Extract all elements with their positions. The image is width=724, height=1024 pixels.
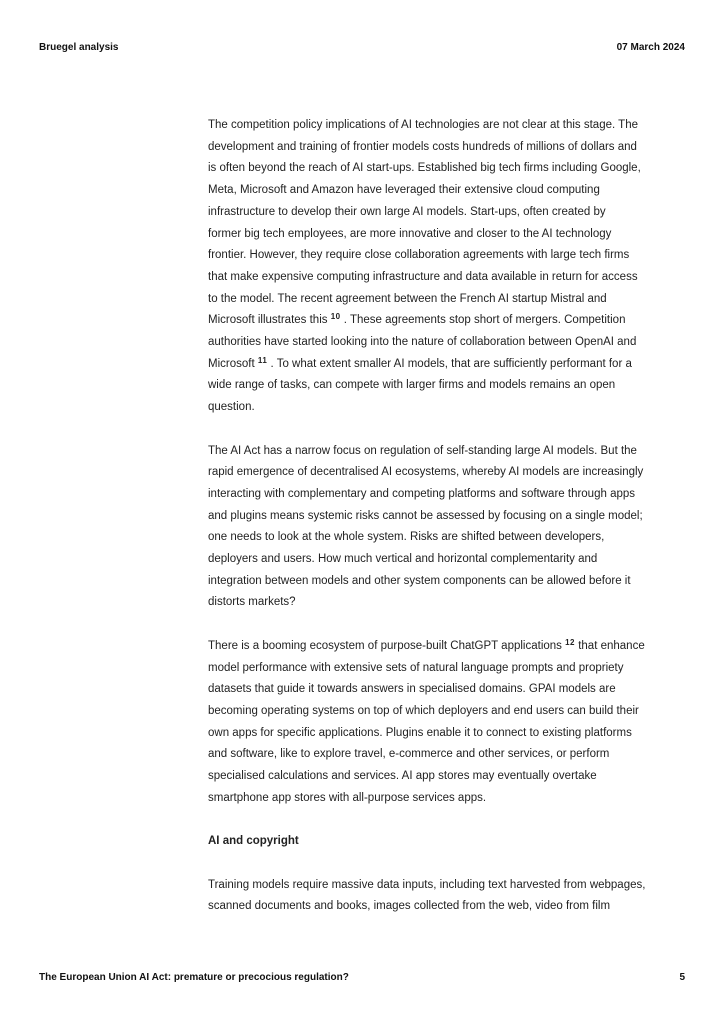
text-segment: Microsoft (208, 357, 258, 370)
text-line (208, 180, 688, 202)
text-segment: specialised calculations and services. AI app stores may eventually overtake (208, 770, 597, 783)
text-segment: question. (208, 401, 255, 414)
text-line (208, 636, 688, 658)
text-segment: to the model. The recent agreement between the French AI startup Mistral and (208, 292, 607, 305)
text-line (208, 766, 688, 788)
text-line (208, 658, 688, 680)
footnote-ref[interactable]: 11 (257, 355, 268, 365)
text-line (208, 332, 688, 354)
text-segment: model performance with extensive sets of natural language prompts and propriety (208, 661, 624, 674)
text-segment: and plugins means systemic risks cannot be assessed by focusing on a single model; (208, 509, 643, 522)
text-segment: rapid emergence of decentralised AI ecosystems, whereby AI models are increasingly (208, 466, 644, 479)
text-segment: own apps for specific applications. Plugins enable it to connect to existing platforms (208, 726, 632, 739)
text-line (208, 679, 688, 701)
text-line (208, 267, 688, 289)
footnote-ref[interactable]: 10 (330, 312, 341, 322)
document-title: The European Union AI Act: premature or precocious regulation? (39, 972, 349, 983)
text-segment: . To what extent smaller AI models, that are sufficiently performant for a (267, 357, 632, 370)
text-segment: scanned documents and books, images collected from the web, video from film (208, 900, 611, 913)
text-line (208, 115, 688, 137)
text-line (208, 137, 688, 159)
text-line (208, 723, 688, 745)
page-number: 5 (679, 972, 685, 983)
text-segment: that make expensive computing infrastructure and data available in return for access (208, 270, 638, 283)
text-line (208, 788, 688, 810)
text-segment: that enhance (575, 639, 645, 652)
text-line (208, 701, 688, 723)
text-line (208, 158, 688, 180)
text-line (208, 245, 688, 267)
text-segment: and software, like to explore travel, e-commerce and other services, or perform (208, 748, 610, 761)
text-segment: integration between models and other system components can be allowed before it (208, 574, 631, 587)
text-line (208, 224, 688, 246)
text-line (208, 354, 688, 376)
paragraph (208, 115, 688, 419)
text-line (208, 571, 688, 593)
body-text (208, 115, 688, 940)
page-footer (39, 972, 685, 983)
page-header (39, 42, 685, 53)
text-line (208, 462, 688, 484)
text-segment: is often beyond the reach of AI start-ups. Established big tech firms including Google, (208, 162, 641, 175)
text-line (208, 592, 688, 614)
text-line (208, 202, 688, 224)
footnote-ref[interactable]: 12 (565, 637, 576, 647)
text-line (208, 375, 688, 397)
text-line (208, 896, 688, 918)
section-heading: AI and copyright (208, 835, 299, 848)
text-segment: smartphone app stores with all-purpose services apps. (208, 791, 487, 804)
text-line (208, 310, 688, 332)
text-line (208, 875, 688, 897)
text-segment: infrastructure to develop their own large AI models. Start-ups, often created by (208, 205, 606, 218)
text-segment: datasets that guide it towards answers in specialised domains. GPAI models are (208, 683, 616, 696)
text-segment: . These agreements stop short of mergers. Competition (340, 314, 626, 327)
text-segment: frontier. However, they require close collaboration agreements with large tech firms (208, 249, 630, 262)
text-segment: distorts markets? (208, 596, 296, 609)
text-segment: interacting with complementary and competing platforms and software through apps (208, 487, 636, 500)
text-line (208, 549, 688, 571)
text-line (208, 484, 688, 506)
text-line (208, 506, 688, 528)
text-segment: authorities have started looking into the nature of collaboration between OpenAI and (208, 336, 637, 349)
text-segment: former big tech employees, are more innovative and closer to the AI technology (208, 227, 612, 240)
text-line (208, 289, 688, 311)
text-segment: There is a booming ecosystem of purpose-built ChatGPT applications (208, 639, 566, 652)
text-line (208, 527, 688, 549)
text-segment: Training models require massive data inputs, including text harvested from webpages, (208, 878, 646, 891)
text-segment: The competition policy implications of AI technologies are not clear at this stage. The (208, 119, 638, 131)
paragraph (208, 875, 688, 918)
paragraph (208, 441, 688, 615)
text-segment: development and training of frontier models costs hundreds of millions of dollars and (208, 140, 637, 153)
publication-date: 07 March 2024 (616, 42, 685, 53)
paragraph (208, 636, 688, 810)
text-segment: Meta, Microsoft and Amazon have leveraged their extensive cloud computing (208, 184, 600, 197)
text-segment: The AI Act has a narrow focus on regulation of self-standing large AI models. But the (208, 444, 637, 457)
text-segment: deployers and users. How much vertical and horizontal complementarity and (208, 553, 598, 566)
text-line (208, 397, 688, 419)
publisher-name: Bruegel analysis (39, 42, 119, 53)
text-segment: Microsoft illustrates this (208, 314, 331, 327)
text-segment: one needs to look at the whole system. Risks are shifted between developers, (208, 531, 605, 544)
text-line (208, 744, 688, 766)
text-segment: wide range of tasks, can compete with larger firms and models remains an open (208, 379, 616, 392)
text-line (208, 441, 688, 463)
text-segment: becoming operating systems on top of which deployers and end users can build their (208, 704, 639, 717)
